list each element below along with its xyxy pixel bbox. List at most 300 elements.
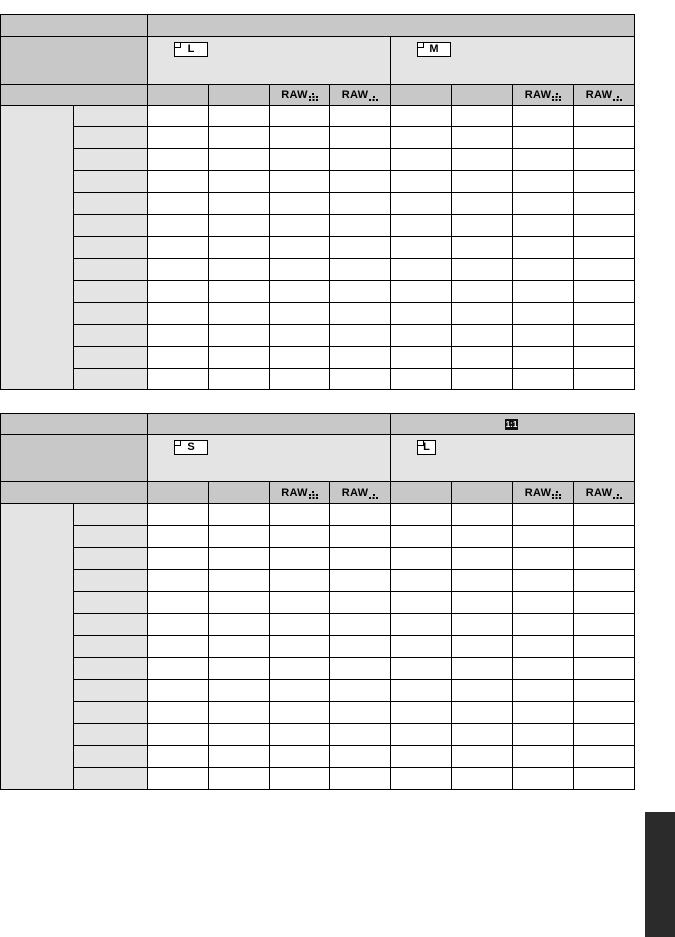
table-row <box>1 526 635 548</box>
row-label <box>74 215 148 237</box>
table-cell <box>148 614 209 636</box>
table-cell <box>452 680 513 702</box>
size-group-l <box>391 435 635 482</box>
table-row <box>1 768 635 790</box>
picture-size-label-cell <box>1 435 148 482</box>
table-cell <box>391 658 452 680</box>
table-cell <box>574 724 635 746</box>
table-cell <box>513 658 574 680</box>
table-cell <box>391 369 452 390</box>
table-row <box>1 746 635 768</box>
quality-standard <box>209 482 270 504</box>
table-cell <box>148 215 209 237</box>
table-cell <box>452 746 513 768</box>
raw-label: RAW <box>281 89 308 101</box>
table-cell <box>330 127 391 149</box>
table-cell <box>148 369 209 390</box>
row-label <box>74 303 148 325</box>
table-cell <box>513 724 574 746</box>
table-cell <box>574 369 635 390</box>
quality-raw-standard <box>574 85 635 106</box>
quality-raw-standard <box>330 85 391 106</box>
table-cell <box>574 149 635 171</box>
table-cell <box>330 526 391 548</box>
table-cell <box>270 548 330 570</box>
raw-fine-icon <box>309 92 318 101</box>
table-cell <box>452 658 513 680</box>
table-cell <box>148 127 209 149</box>
table-cell <box>574 171 635 193</box>
table-cell <box>391 127 452 149</box>
table-cell <box>574 570 635 592</box>
table-cell <box>330 658 391 680</box>
table-cell <box>330 768 391 790</box>
table-cell <box>330 614 391 636</box>
table-row <box>1 106 635 127</box>
table-cell <box>513 149 574 171</box>
raw-fine-icon <box>309 490 318 499</box>
table-row <box>1 171 635 193</box>
table-cell <box>148 680 209 702</box>
table-cell <box>513 768 574 790</box>
table-row <box>1 724 635 746</box>
table-cell <box>391 171 452 193</box>
table-cell <box>574 281 635 303</box>
aspect-ratio-label-cell <box>1 414 148 435</box>
table-cell <box>330 724 391 746</box>
table-cell <box>452 548 513 570</box>
row-label <box>74 127 148 149</box>
table-cell <box>513 303 574 325</box>
table-cell <box>513 325 574 347</box>
table-cell <box>574 592 635 614</box>
aspect-ratio-header <box>148 414 391 435</box>
table-cell <box>513 259 574 281</box>
table-cell <box>513 369 574 390</box>
table-cell <box>148 193 209 215</box>
table-cell <box>513 127 574 149</box>
table-cell <box>452 636 513 658</box>
table-cell <box>209 171 270 193</box>
quality-raw-fine <box>270 85 330 106</box>
table-cell <box>270 746 330 768</box>
table-cell <box>330 193 391 215</box>
table-cell <box>513 614 574 636</box>
table-cell <box>270 570 330 592</box>
table-cell <box>270 680 330 702</box>
table-cell <box>391 768 452 790</box>
table-cell <box>513 281 574 303</box>
table-row <box>1 680 635 702</box>
table-cell <box>452 171 513 193</box>
table-cell <box>452 768 513 790</box>
row-label <box>74 369 148 390</box>
quality-label-cell <box>1 482 148 504</box>
table-cell <box>270 658 330 680</box>
table-cell <box>391 347 452 369</box>
table-row <box>1 636 635 658</box>
table-cell <box>270 614 330 636</box>
table-cell <box>391 193 452 215</box>
table-cell <box>330 303 391 325</box>
raw-label: RAW <box>585 89 613 101</box>
table-cell <box>209 768 270 790</box>
quality-standard <box>452 482 513 504</box>
table-row <box>1 369 635 390</box>
quality-raw-standard <box>574 482 635 504</box>
table-cell <box>452 369 513 390</box>
table-cell <box>270 303 330 325</box>
table-cell <box>148 658 209 680</box>
table-row <box>1 614 635 636</box>
table-cell <box>209 636 270 658</box>
table-cell <box>513 548 574 570</box>
table-row <box>1 702 635 724</box>
row-label <box>74 724 148 746</box>
table-cell <box>452 592 513 614</box>
table-cell <box>209 215 270 237</box>
quality-standard <box>209 85 270 106</box>
table-cell <box>148 724 209 746</box>
table-cell <box>330 281 391 303</box>
table-cell <box>574 215 635 237</box>
table-cell <box>148 548 209 570</box>
table-row <box>1 237 635 259</box>
raw-fine-icon <box>552 92 561 101</box>
table-cell <box>574 636 635 658</box>
table-cell <box>270 237 330 259</box>
table-cell <box>513 636 574 658</box>
table-cell <box>209 193 270 215</box>
row-label <box>74 347 148 369</box>
quality-standard <box>452 85 513 106</box>
table-cell <box>148 768 209 790</box>
table-cell <box>330 369 391 390</box>
table-cell <box>148 636 209 658</box>
table-cell <box>452 303 513 325</box>
aspect-1-1-icon: 1:1 <box>505 420 518 429</box>
section-side-tab <box>645 812 675 937</box>
table-cell <box>574 259 635 281</box>
size-L-icon: L <box>174 42 208 57</box>
table-cell <box>330 636 391 658</box>
table-cell <box>452 193 513 215</box>
recording-table-2 <box>0 413 635 790</box>
table-cell <box>148 303 209 325</box>
quality-row <box>1 85 635 106</box>
size-L-icon: L <box>417 440 436 455</box>
table-cell <box>574 347 635 369</box>
table-cell <box>209 259 270 281</box>
table-cell <box>148 592 209 614</box>
table-cell <box>391 149 452 171</box>
table-cell <box>574 106 635 127</box>
table-cell <box>209 526 270 548</box>
table-cell <box>391 636 452 658</box>
size-M-icon: M <box>417 42 451 57</box>
raw-label: RAW <box>524 486 552 499</box>
table-cell <box>209 680 270 702</box>
picture-size-label-cell <box>1 37 148 85</box>
row-label <box>74 746 148 768</box>
table-cell <box>270 325 330 347</box>
table-cell <box>391 504 452 526</box>
table-cell <box>330 149 391 171</box>
table-cell <box>330 504 391 526</box>
table-cell <box>209 658 270 680</box>
table-row <box>1 149 635 171</box>
raw-label: RAW <box>341 89 369 101</box>
size-group-s <box>148 435 391 482</box>
table-cell <box>513 215 574 237</box>
size-S-icon: S <box>174 440 208 455</box>
table-cell <box>330 237 391 259</box>
quality-row <box>1 482 635 504</box>
table-cell <box>391 724 452 746</box>
table-cell <box>391 325 452 347</box>
table-cell <box>574 303 635 325</box>
table-cell <box>148 526 209 548</box>
table-cell <box>330 171 391 193</box>
row-label <box>74 614 148 636</box>
table-cell <box>452 237 513 259</box>
table-cell <box>148 149 209 171</box>
table-cell <box>391 215 452 237</box>
table-cell <box>148 746 209 768</box>
table-cell <box>330 106 391 127</box>
quality-fine <box>148 85 209 106</box>
table-cell <box>330 592 391 614</box>
table-cell <box>270 504 330 526</box>
table-cell <box>148 106 209 127</box>
table-cell <box>574 325 635 347</box>
row-label <box>74 570 148 592</box>
table-cell <box>391 570 452 592</box>
table-cell <box>330 680 391 702</box>
table-cell <box>574 127 635 149</box>
row-label <box>74 106 148 127</box>
raw-label: RAW <box>585 486 613 499</box>
table-cell <box>209 237 270 259</box>
table-row <box>1 548 635 570</box>
table-cell <box>574 193 635 215</box>
table-row <box>1 592 635 614</box>
row-label <box>74 592 148 614</box>
table-cell <box>270 724 330 746</box>
table-cell <box>270 592 330 614</box>
aspect-ratio-label-cell <box>1 15 148 37</box>
table-cell <box>148 237 209 259</box>
table-cell <box>574 526 635 548</box>
table-cell <box>513 193 574 215</box>
table-cell <box>330 347 391 369</box>
table-cell <box>148 259 209 281</box>
table-cell <box>330 570 391 592</box>
quality-raw-standard <box>330 482 391 504</box>
table-cell <box>452 614 513 636</box>
table-cell <box>270 636 330 658</box>
table-cell <box>452 106 513 127</box>
row-label <box>74 680 148 702</box>
table-cell <box>148 171 209 193</box>
row-label <box>74 237 148 259</box>
size-group-l <box>148 37 391 85</box>
table-cell <box>513 592 574 614</box>
table-row <box>1 570 635 592</box>
table-cell <box>209 702 270 724</box>
row-label <box>74 636 148 658</box>
aspect-ratio-header <box>148 15 635 37</box>
table-cell <box>513 702 574 724</box>
table-cell <box>209 548 270 570</box>
group-label-cell <box>1 504 74 790</box>
row-label <box>74 259 148 281</box>
raw-label: RAW <box>281 486 308 499</box>
row-label <box>74 171 148 193</box>
table-cell <box>391 592 452 614</box>
table-cell <box>209 325 270 347</box>
table-cell <box>513 504 574 526</box>
table-body <box>1 106 635 390</box>
table-row <box>1 193 635 215</box>
table-cell <box>452 702 513 724</box>
table-cell <box>513 526 574 548</box>
table-cell <box>209 724 270 746</box>
table-cell <box>209 504 270 526</box>
quality-raw-fine <box>513 85 574 106</box>
table-row <box>1 347 635 369</box>
table-cell <box>270 127 330 149</box>
table-cell <box>513 171 574 193</box>
table-cell <box>330 215 391 237</box>
table-cell <box>270 193 330 215</box>
row-label <box>74 281 148 303</box>
row-label <box>74 325 148 347</box>
table-cell <box>209 614 270 636</box>
quality-fine <box>391 482 452 504</box>
group-label-cell <box>1 106 74 390</box>
table-cell <box>270 702 330 724</box>
table-cell <box>209 746 270 768</box>
table-cell <box>452 215 513 237</box>
raw-standard-icon <box>613 493 622 499</box>
table-cell <box>452 127 513 149</box>
table-cell <box>148 325 209 347</box>
table-cell <box>270 526 330 548</box>
table-cell <box>513 570 574 592</box>
table-cell <box>330 259 391 281</box>
table-row <box>1 303 635 325</box>
row-label <box>74 702 148 724</box>
table-cell <box>148 281 209 303</box>
raw-standard-icon <box>369 493 378 499</box>
table-cell <box>574 658 635 680</box>
table-cell <box>270 259 330 281</box>
aspect-ratio-1-1-header <box>391 414 635 435</box>
table-cell <box>452 259 513 281</box>
table-cell <box>574 680 635 702</box>
table-cell <box>574 614 635 636</box>
table-cell <box>330 746 391 768</box>
raw-standard-icon <box>613 95 622 101</box>
quality-label-cell <box>1 85 148 106</box>
table-row <box>1 259 635 281</box>
row-label <box>74 658 148 680</box>
quality-fine <box>148 482 209 504</box>
table-cell <box>452 570 513 592</box>
table-cell <box>574 548 635 570</box>
table-cell <box>148 347 209 369</box>
table-cell <box>391 680 452 702</box>
table-cell <box>452 325 513 347</box>
table-row <box>1 281 635 303</box>
table-cell <box>391 526 452 548</box>
table-cell <box>574 237 635 259</box>
raw-label: RAW <box>341 486 369 499</box>
table-cell <box>452 347 513 369</box>
table-cell <box>148 504 209 526</box>
table-cell <box>148 570 209 592</box>
table-cell <box>391 548 452 570</box>
table-cell <box>452 724 513 746</box>
table-cell <box>452 281 513 303</box>
table-cell <box>452 526 513 548</box>
table-cell <box>574 768 635 790</box>
table-cell <box>391 614 452 636</box>
raw-fine-icon <box>552 490 561 499</box>
table-cell <box>330 702 391 724</box>
table-cell <box>209 106 270 127</box>
table-cell <box>391 303 452 325</box>
table-row <box>1 215 635 237</box>
table-body <box>1 504 635 790</box>
row-label <box>74 768 148 790</box>
raw-standard-icon <box>369 95 378 101</box>
table-cell <box>513 680 574 702</box>
size-group-m <box>391 37 635 85</box>
table-row <box>1 658 635 680</box>
table-cell <box>513 347 574 369</box>
table-cell <box>270 215 330 237</box>
table-cell <box>209 281 270 303</box>
table-cell <box>391 702 452 724</box>
table-cell <box>209 149 270 171</box>
raw-label: RAW <box>524 89 552 101</box>
row-label <box>74 548 148 570</box>
table-row <box>1 127 635 149</box>
table-cell <box>270 106 330 127</box>
table-cell <box>148 702 209 724</box>
table-cell <box>452 504 513 526</box>
table-cell <box>391 106 452 127</box>
quality-fine <box>391 85 452 106</box>
table-cell <box>270 347 330 369</box>
quality-raw-fine <box>513 482 574 504</box>
table-cell <box>574 504 635 526</box>
quality-raw-fine <box>270 482 330 504</box>
table-cell <box>452 149 513 171</box>
table-cell <box>391 237 452 259</box>
table-row <box>1 325 635 347</box>
table-cell <box>574 702 635 724</box>
table-cell <box>270 369 330 390</box>
row-label <box>74 149 148 171</box>
table-cell <box>270 281 330 303</box>
table-cell <box>330 548 391 570</box>
row-label <box>74 193 148 215</box>
table-cell <box>391 281 452 303</box>
table-cell <box>209 592 270 614</box>
